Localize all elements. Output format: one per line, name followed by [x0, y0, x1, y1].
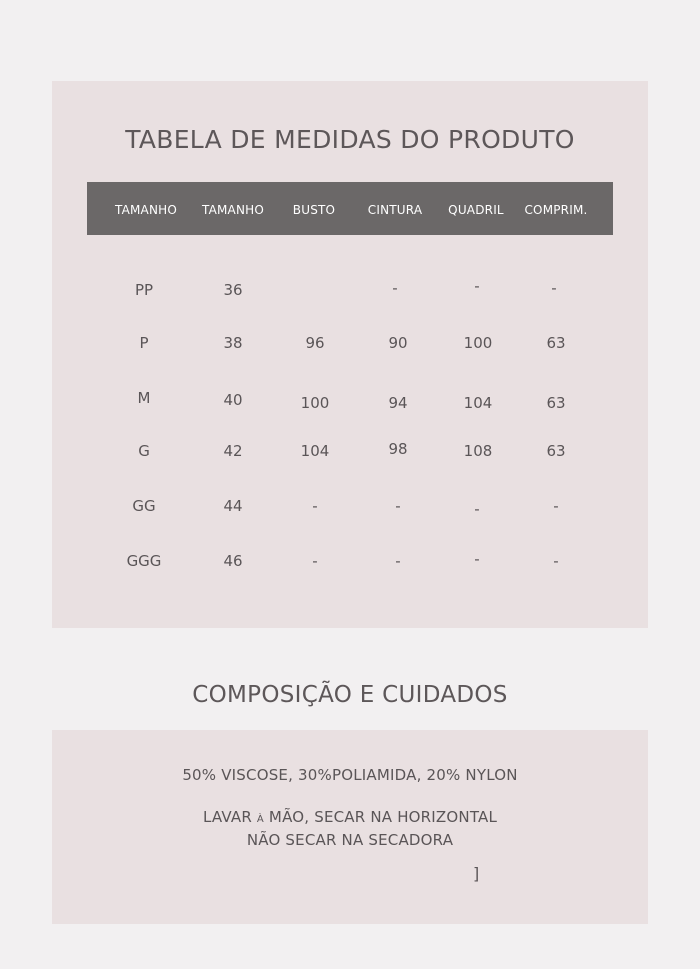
header-size-number: TAMANHO [201, 203, 265, 217]
table-cell: - [312, 552, 318, 570]
table-cell: 100 [300, 394, 330, 412]
table-cell: 104 [300, 442, 330, 460]
stray-mark: ] [473, 864, 480, 883]
table-cell: 38 [223, 334, 243, 352]
care-text: LAVAR [202, 808, 257, 826]
table-cell: - [551, 279, 557, 297]
table-cell: 108 [463, 442, 493, 460]
care-text: MÃO, SECAR NA HORIZONTAL [263, 808, 498, 826]
table-cell: - [474, 500, 480, 518]
table-cell: - [553, 497, 559, 515]
table-cell: 63 [546, 334, 566, 352]
measurements-panel [52, 81, 648, 628]
header-hip: QUADRIL [448, 203, 504, 217]
composition-panel [52, 730, 648, 924]
table-cell: - [474, 550, 480, 568]
table-cell: 46 [223, 552, 243, 570]
table-cell: P [139, 334, 149, 352]
table-cell: - [312, 497, 318, 515]
header-bust: BUSTO [292, 203, 336, 217]
table-cell: 104 [463, 394, 493, 412]
table-cell: 96 [305, 334, 325, 352]
table-cell: M [137, 389, 151, 407]
table-cell: 36 [223, 281, 243, 299]
header-length: COMPRIM. [524, 203, 588, 217]
table-cell: G [138, 442, 150, 460]
table-cell: 63 [546, 394, 566, 412]
header-size-label: TAMANHO [114, 203, 178, 217]
table-cell: PP [134, 281, 154, 299]
table-cell: 63 [546, 442, 566, 460]
table-cell: - [395, 497, 401, 515]
table-cell: 100 [463, 334, 493, 352]
table-header [87, 182, 613, 235]
table-cell: 40 [223, 391, 243, 409]
table-cell: - [474, 277, 480, 295]
care-instructions-line2: NÃO SECAR NA SECADORA [246, 831, 454, 849]
table-cell: 44 [223, 497, 243, 515]
table-cell: - [395, 552, 401, 570]
table-cell: - [392, 279, 398, 297]
table-cell: GGG [126, 552, 162, 570]
care-text-small: À [256, 814, 264, 825]
table-cell: 90 [388, 334, 408, 352]
fabric-composition: 50% VISCOSE, 30%POLIAMIDA, 20% NYLON [182, 766, 518, 784]
measurements-title: TABELA DE MEDIDAS DO PRODUTO [125, 125, 575, 154]
composition-title: COMPOSIÇÃO E CUIDADOS [192, 682, 508, 708]
table-cell: - [553, 552, 559, 570]
table-cell: 94 [388, 394, 408, 412]
table-cell: GG [132, 497, 156, 515]
table-cell: 42 [223, 442, 243, 460]
table-cell: 98 [388, 440, 408, 458]
header-waist: CINTURA [367, 203, 423, 217]
care-instructions-line1 [52, 808, 648, 826]
